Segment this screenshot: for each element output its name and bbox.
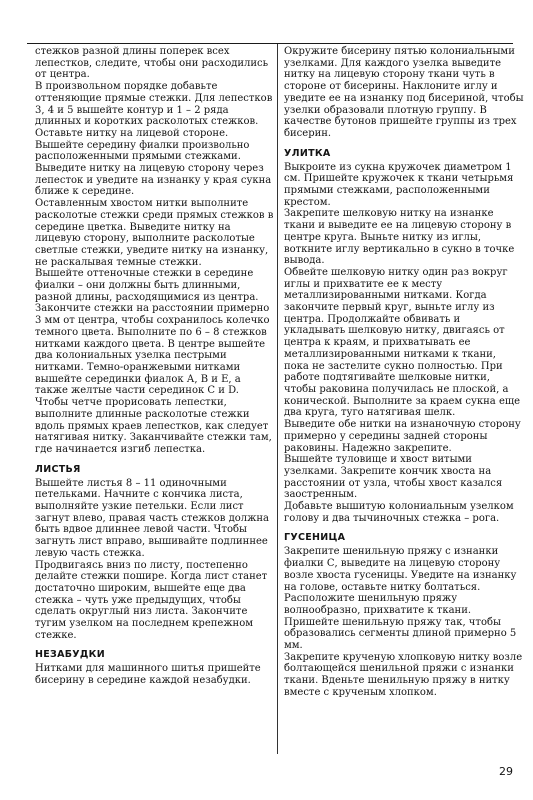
right-paragraph: Закрепите шелковую нитку на изнанке ткани и выведите ее на лицевую сторону в центре круга. Выньте нитку из иглы, воткните иглу вертикально в сукно в точке вывода. (284, 208, 515, 267)
right-paragraph: Добавьте вышитую колониальным узелком голову и два тычиночных стежка – рога. (284, 501, 514, 524)
left-paragraph: Оставленным хвостом нитки выполните расколотые стежки среди прямых стежков в середине цветка. Выведите нитку на лицевую сторону, выполните расколотые светлые стежки, уведите нитку на изнанку, не раскалывая темные стежки. (35, 198, 274, 268)
page-number: 29 (499, 765, 513, 778)
right-paragraph: Вышейте туловище и хвост витыми узелками. Закрепите кончик хвоста на расстоянии от узла, чтобы хвост казался заостренным. (284, 454, 503, 501)
right-paragraph: Закрепите шенильную пряжу с изнанки фиалки С, выведите на лицевую сторону возле хвоста гусеницы. Уведите на изнанку на голове, оставьте нитку болтаться. Расположите шенильную пряжу волнообразно, прихватите к ткани. Пришейте шенильную пряжу так, чтобы образовались сегменты длиной примерно 5 мм. (284, 546, 517, 652)
top-rule (27, 43, 513, 44)
left-paragraph: Чтобы четче прорисовать лепестки, выполните длинные расколотые стежки вдоль прямых краев лепестков, как следует натягивая нитку. Заканчивайте стежки там, где начинается изгиб лепестка. (35, 397, 272, 455)
right-paragraph: Обвейте шелковую нитку один раз вокруг иглы и прихватите ее к месту металлизированными нитками. Когда закончите первый круг, выньте иглу из центра. Продолжайте обвивать и укладывать шелковую нитку, двигаясь от центра к краям, и прихватывать ее металлизированными нитками к ткани, пока не застелите сукно полностью. При работе подтягивайте шелковые нитки, чтобы раковина получилась не плоской, а конической. Выполните за краем сукна еще два круга, туго натягивая шелк. (284, 266, 521, 419)
left-section-heading: НЕЗАБУДКИ (35, 649, 105, 661)
right-paragraph: Выкроите из сукна кружочек диаметром 1 см. Пришейте кружочек к ткани четырьмя прямыми стежками, расположенными крестом. (284, 161, 514, 208)
left-section-heading: ЛИСТЬЯ (35, 463, 81, 475)
left-paragraph: Нитками для машинного шитья пришейте бисерину в середине каждой незабудки. (35, 663, 261, 687)
left-paragraph: Вышейте середину фиалки произвольно расположенными прямыми стежками. Выведите нитку на лицевую сторону через лепесток и уведите на изнанку у края сукна ближе к середине. (35, 139, 272, 198)
right-column (284, 46, 524, 699)
right-section-heading: ГУСЕНИЦА (284, 532, 346, 544)
left-column (35, 46, 275, 687)
right-paragraph: Выведите обе нитки на изнаночную сторону примерно у середины задней стороны раковины. Надежно закрепите. (284, 419, 521, 454)
column-divider (277, 44, 278, 754)
left-paragraph: Вышейте оттеночные стежки в середине фиалки – они должны быть длинными, разной длины, расходящимися из центра. Закончите стежки на расстоянии примерно 3 мм от центра, чтобы сохранилось колечко темного цвета. Выполните по 6 – 8 стежков нитками каждого цвета. В центре вышейте два колониальных узелка пестрыми нитками. Темно-оранжевыми нитками вышейте серединки фиалок А, В и Е, а также желтые части серединок С и D. (35, 268, 270, 397)
left-paragraph: Продвигаясь вниз по листу, постепенно делайте стежки пошире. Когда лист станет достаточно широким, вышейте еще два стежка – чуть уже предыдущих, чтобы сделать округлый низ листа. Закончите тугим узелком на последнем крепежном стежке. (35, 559, 268, 641)
right-paragraph: Окружите бисерину пятью колониальными узелками. Для каждого узелка выведите нитку на лицевую сторону ткани чуть в стороне от бисерины. Наклоните иглу и уведите ее на изнанку под бисериной, чтобы узелки образовали плотную группу. В качестве бутонов пришейте группы из трех бисерин. (284, 46, 524, 139)
right-paragraph: Закрепите крученую хлопковую нитку возле болтающейся шенильной пряжи с изнанки ткани. Вденьте шенильную пряжу в нитку вместе с крученым хлопком. (284, 651, 523, 698)
right-section-heading: УЛИТКА (284, 147, 331, 159)
left-paragraph: стежков разной длины поперек всех лепестков, следите, чтобы они расходились от центра. (35, 46, 269, 81)
left-paragraph: Вышейте листья 8 – 11 одиночными петельками. Начните с кончика листа, выполняйте узкие петельки. Если лист загнут влево, правая часть стежков должна быть вдвое длиннее левой части. Чтобы загнуть лист вправо, вышивайте подлиннее левую часть стежка. (35, 477, 269, 559)
left-paragraph: В произвольном порядке добавьте оттеняющие прямые стежки. Для лепестков 3, 4 и 5 вышейте контур и 1 – 2 ряда длинных и коротких расколотых стежков. Оставьте нитку на лицевой стороне. (35, 81, 273, 139)
